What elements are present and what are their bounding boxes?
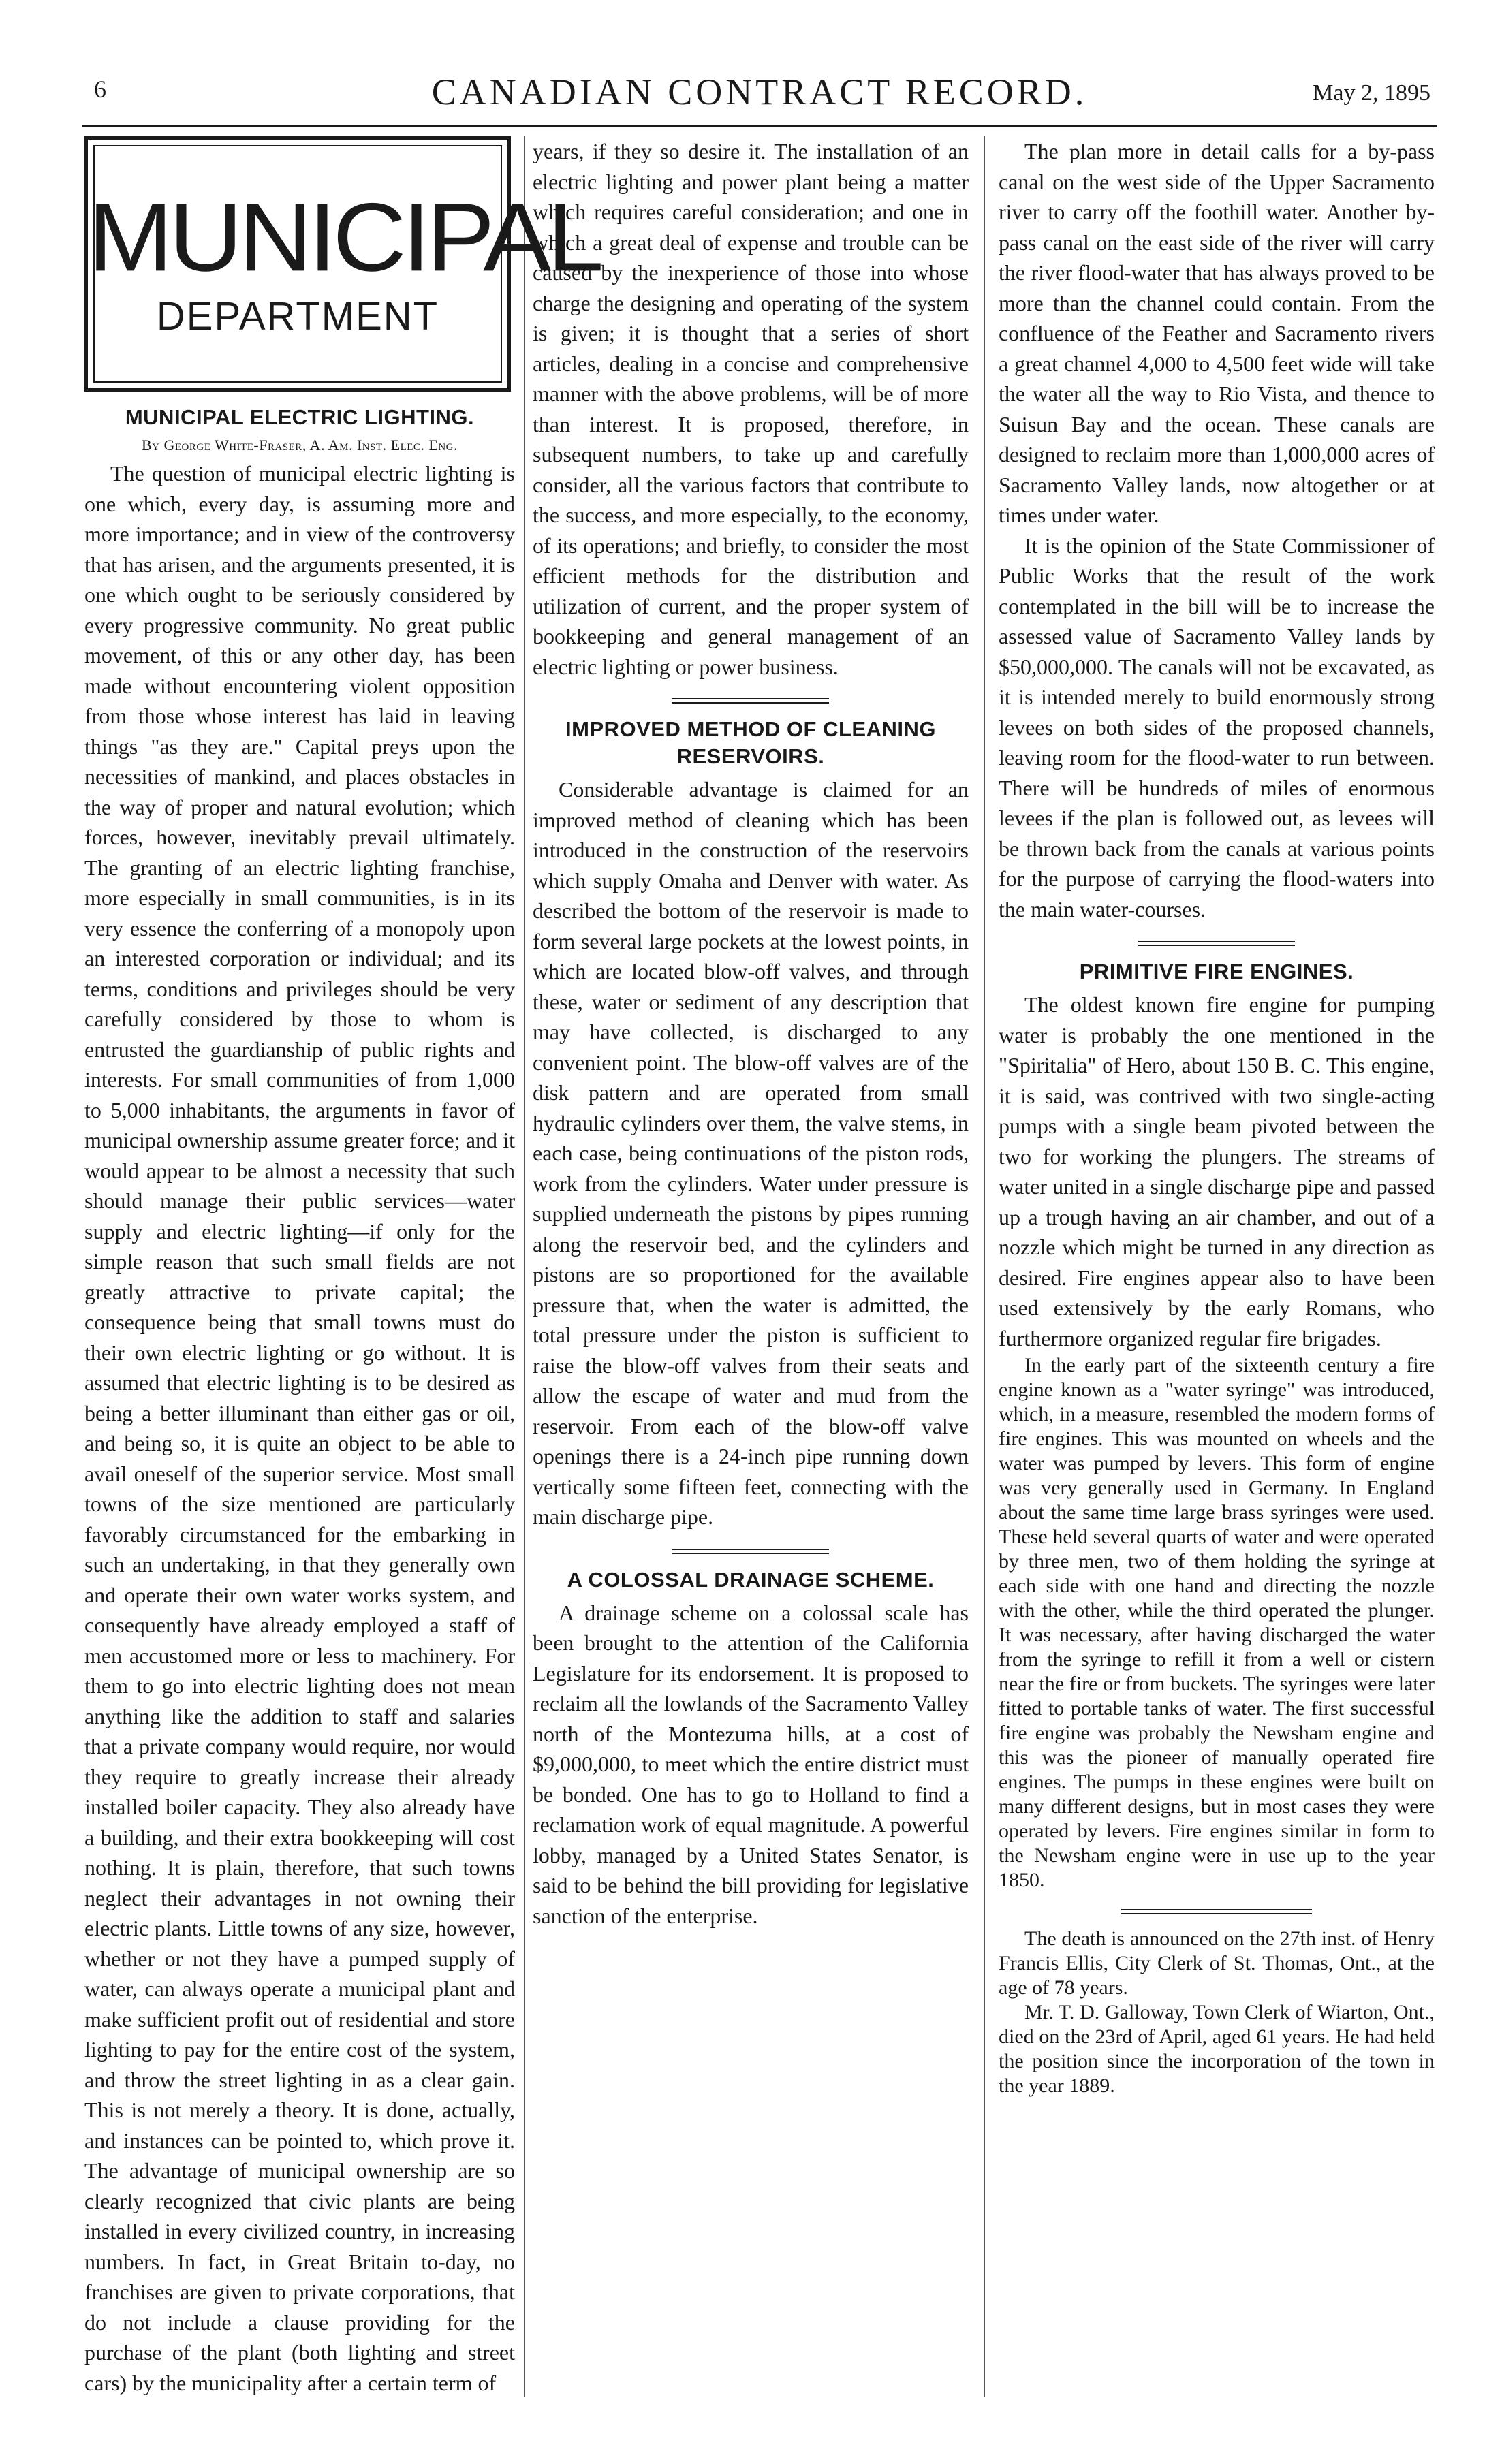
death-notice: Mr. T. D. Galloway, Town Clerk of Wiarton, Ont., died on the 23rd of April, aged 61 years. He had held the position since the incorporation of the town in the year 1889. (999, 2001, 1435, 2097)
article-paragraph: A drainage scheme on a colossal scale has been brought to the attention of the California Legislature for its endorsement. It is proposed to reclaim all the lowlands of the Sacramento Valley north of the Montezuma hills, at a cost of $9,000,000, to meet which the entire district must be bonded. One has to go to Holland to find a reclamation work of equal magnitude. A powerful lobby, managed by a United States Senator, is said to be behind the bill providing for legislative sanction of the enterprise. (533, 1600, 969, 1928)
department-banner (84, 136, 600, 392)
department-subtitle: DEPARTMENT (156, 294, 439, 338)
page-header (82, 71, 1437, 125)
department-title: MUNICIPAL (88, 183, 600, 291)
article-paragraph-continued: years, if they so desire it. The installation of an electric lighting and power plant being a matter which requires careful consideration; and one in which a great deal of expense and trouble can be caused by the inexperience of those into whose charge the designing and operating of the system is given; it is thought that a series of short articles, dealing in a concise and comprehensive manner with the above problems, will be of more than interest. It is proposed, therefore, in subsequent numbers, to take up and carefully consider, all the various factors that contribute to the success, and more especially, to the economy, of its operations; and briefly, to consider the most efficient methods for the distribution and utilization of current, and the proper system of bookkeeping and general management of an electric lighting or power business. (533, 139, 969, 679)
article-byline: By George White-Fraser, A. Am. Inst. Elec. Eng. (141, 437, 458, 454)
column-1 (84, 136, 600, 2418)
column-3 (999, 136, 1435, 2418)
publication-title: CANADIAN CONTRACT RECORD. (431, 72, 1088, 112)
section-rule (672, 1549, 829, 1554)
article-heading: PRIMITIVE FIRE ENGINES. (1079, 960, 1354, 983)
article-heading: IMPROVED METHOD OF CLEANING RESERVOIRS. (565, 717, 936, 768)
article-paragraph: It is the opinion of the State Commissioner of Public Works that the result of the work contemplated in the bill will be to increase the assessed value of Sacramento Valley lands by $50,000,000. The canals will not be excavated, as it is intended merely to build enormously strong levees on both sides of the proposed channels, leaving room for the flood-water to run between. There will be hundreds of miles of enormous levees if the plan is followed out, as levees will be thrown back from the canals at various points for the purpose of carrying the flood-waters into the main water-courses. (999, 533, 1435, 921)
column-divider (984, 136, 985, 2397)
section-rule (1138, 941, 1295, 946)
article-paragraph: The plan more in detail calls for a by-pass canal on the west side of the Upper Sacramento river to carry off the foothill water. Another by-pass canal on the east side of the river will carry the river flood-water that has always proved to be more than the channel could contain. From the confluence of the Feather and Sacramento rivers a great channel 4,000 to 4,500 feet wide will take the water all the way to Rio Vista, and thence to Suisun Bay and the ocean. These canals are designed to reclaim more than 1,000,000 acres of Sacramento Valley lands, now altogether or at times under water. (999, 139, 1435, 527)
article-paragraph: Considerable advantage is claimed for an improved method of cleaning which has been introduced in the construction of the reservoirs which supply Omaha and Denver with water. As described the bottom of the reservoir is made to form several large pockets at the lowest points, in which are located blow-off valves, and through these, water or sediment of any description that may have collected, is discharged to any convenient point. The blow-off valves are of the disk pattern and are operated from small hydraulic cylinders over them, the valve stems, in each case, being continuations of the piston rods, work from the cylinders. Water under pressure is supplied underneath the pistons by pipes running along the reservoir bed, and the cylinders and pistons are so proportioned for the available pressure that, when the water is admitted, the total pressure under the piston is sufficient to raise the blow-off valves from their seats and allow the escape of water and mud from the reservoir. From each of the blow-off valve openings there is a 24-inch pipe running down vertically some fifteen feet, connecting with the main discharge pipe. (533, 777, 969, 1529)
issue-date: May 2, 1895 (1313, 80, 1430, 106)
section-rule (672, 698, 829, 704)
column-divider (524, 136, 525, 2397)
article-paragraph: In the early part of the sixteenth century a fire engine known as a "water syringe" was introduced, which, in a measure, resembled the modern forms of fire engines. This was mounted on wheels and the water was pumped by levers. This form of engine was very generally used in Germany. In England about the same time large brass syringes were used. These held several quarts of water and were operated by three men, two of them holding the syringe at each side with one hand and directing the nozzle with the other, while the third operated the plunger. It was necessary, after having discharged the water from the syringe to refill it from a well or cistern near the fire or from buckets. The syringes were later fitted to portable tanks of water. The first successful fire engine was probably the Newsham engine and this was the pioneer of manually operated fire engines. The pumps in these engines were built on many different designs, but in most cases they were operated by levers. Fire engines similar in form to the Newsham engine were in use up to the year 1850. (999, 1354, 1435, 1891)
article-paragraph: The oldest known fire engine for pumping water is probably the one mentioned in the "Spiritalia" of Hero, about 150 B. C. This engine, it is said, was contrived with two single-acting pumps with a single beam pivoted between the two for working the plungers. The streams of water united in a single discharge pipe and passed up a trough having an air chamber, and out of a nozzle which might be turned in any direction as desired. Fire engines appear also to have been used extensively by the early Romans, who furthermore organized regular fire brigades. (999, 992, 1435, 1351)
column-2 (533, 136, 969, 2418)
death-notice: The death is announced on the 27th inst. of Henry Francis Ellis, City Clerk of St. Thomas, Ont., at the age of 78 years. (999, 1927, 1435, 1999)
page-number: 6 (94, 76, 106, 103)
article-heading: MUNICIPAL ELECTRIC LIGHTING. (125, 405, 475, 429)
article-paragraph: The question of municipal electric lighting is one which, every day, is assuming more and more importance; and in view of the controversy that has arisen, and the arguments presented, it is one which ought to be seriously considered by every progressive community. No great public movement, of this or any other day, has been made without encountering violent opposition from those whose interest has laid in leaving things "as they are." Capital preys upon the necessities of mankind, and places obstacles in the way of proper and natural evolution; which forces, however, inevitably prevail ultimately. The granting of an electric lighting franchise, more especially in small communities, is in its very essence the conferring of a monopoly upon an interested corporation or individual; and its terms, conditions and privileges should be very carefully considered by those to whom is entrusted the guardianship of public rights and interests. For small communities of from 1,000 to 5,000 inhabitants, the arguments in favor of municipal ownership assume greater force; and it would appear to be almost a necessity that such should manage their public services—water supply and electric lighting—if only for the simple reason that such small fields are not greatly attractive to private capital; the consequence being that small towns must do their own electric lighting or go without. It is assumed that electric lighting is to be desired as being a better illuminant than either gas or oil, and being so, it is quite an object to be able to avail oneself of the superior service. Most small towns of the size mentioned are particularly favorably circumstanced for the embarking in such an undertaking, in that they generally own and operate their own water works system, and consequently have already employed a staff of men accustomed more or less to machinery. For them to go into electric lighting does not mean anything like the addition to staff and salaries that a private company would require, nor would they require to greatly increase their already installed boiler capacity. They also already have a building, and their extra bookkeeping will cost nothing. It is plain, therefore, that such towns neglect their advantages in not owning their electric plants. Little towns of any size, however, whether or not they have a pumped supply of water, can always operate a municipal plant and make sufficient profit out of residential and store lighting to pay for the entire cost of the system, and throw the street lighting in as a clear gain. This is not merely a theory. It is done, actually, and instances can be pointed to, which prove it. The advantage of municipal ownership are so clearly recognized that civic plants are being installed in every civilized country, in increasing numbers. In fact, in Great Britain to-day, no franchises are given to private corporations, that do not include a clause providing for the purchase of the plant (both lighting and street cars) by the municipality after a certain term of (84, 461, 515, 2395)
header-rule (82, 125, 1437, 127)
section-rule (1121, 1909, 1312, 1914)
article-heading: A COLOSSAL DRAINAGE SCHEME. (567, 1567, 935, 1592)
electric-continuation (533, 136, 969, 682)
